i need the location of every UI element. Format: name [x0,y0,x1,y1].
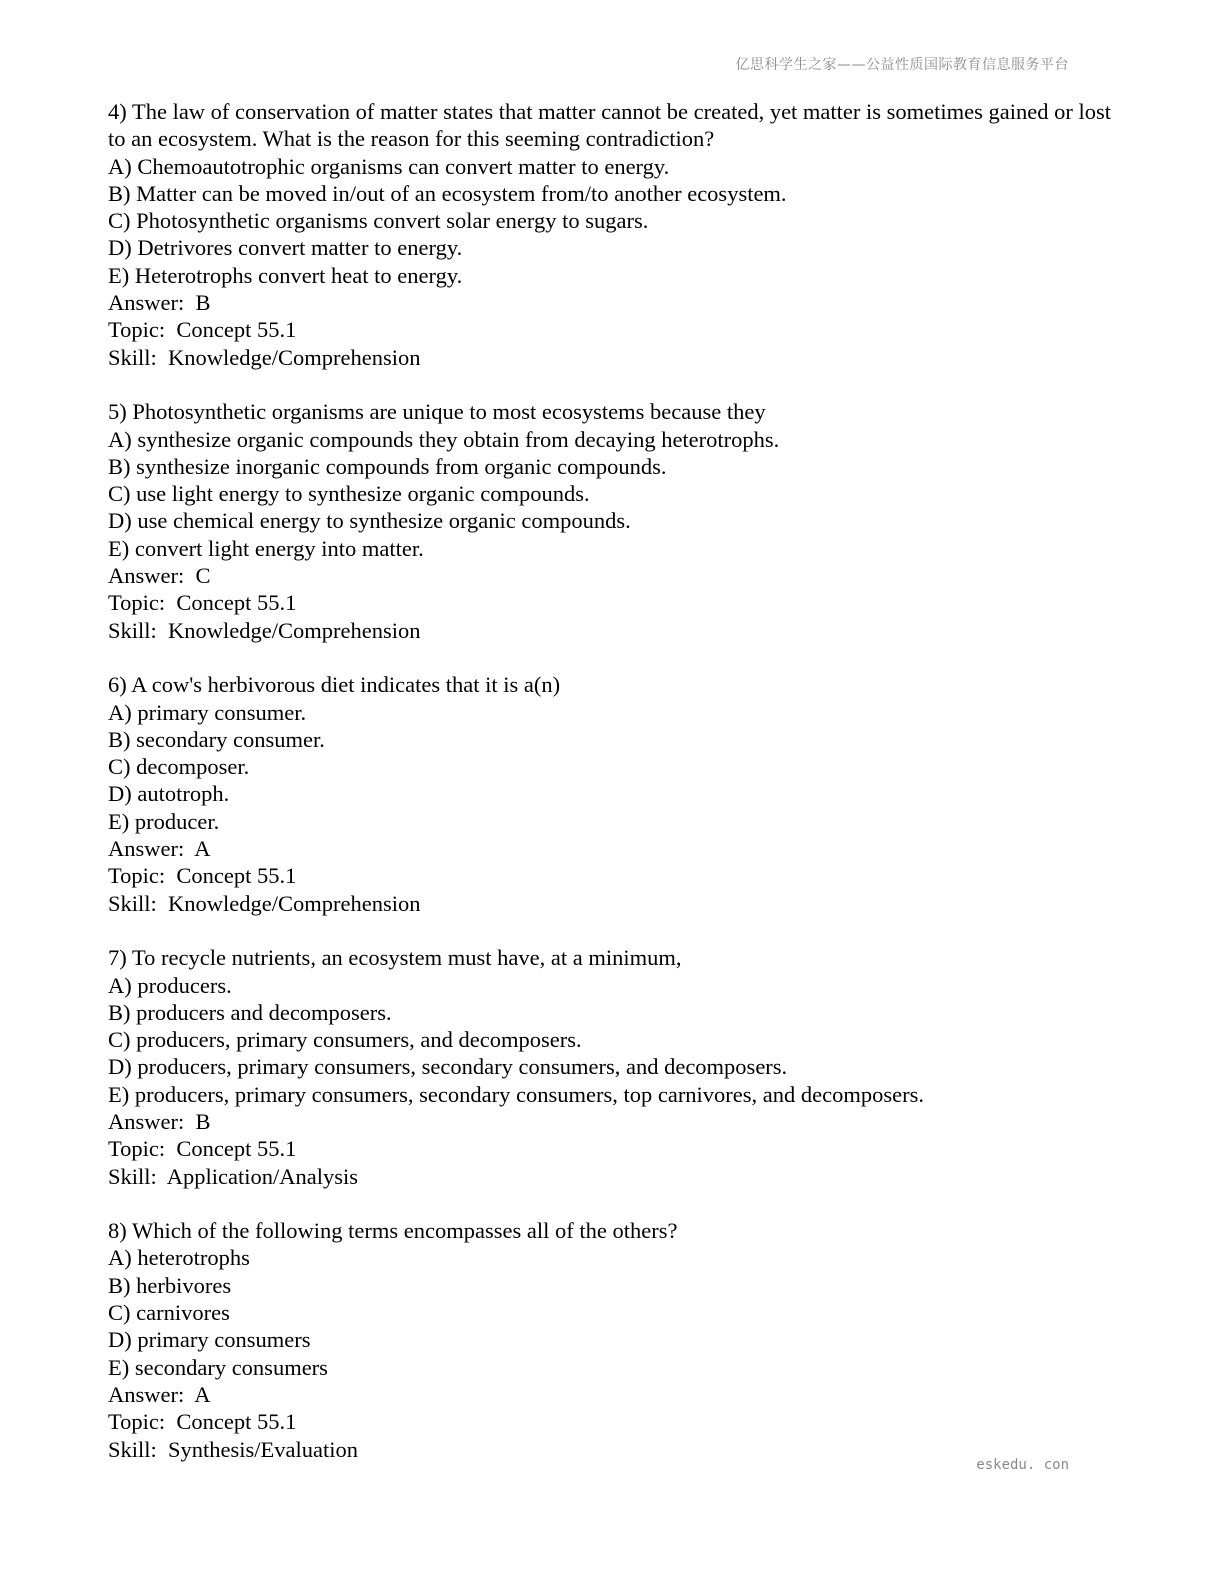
site-header-note: 亿思科学生之家——公益性质国际教育信息服务平台 [735,57,1069,73]
option-a: A) synthesize organic compounds they obtain from decaying heterotrophs. [108,426,780,452]
option-b: B) producers and decomposers. [108,999,392,1025]
option-e: E) Heterotrophs convert heat to energy. [108,262,463,288]
option-d: D) primary consumers [108,1327,311,1353]
option-c: C) use light energy to synthesize organic compounds. [108,481,590,507]
skill-line: Skill: Synthesis/Evaluation [108,1436,359,1462]
question-7 [108,944,1118,1190]
option-b: B) herbivores [108,1272,232,1298]
option-a: A) heterotrophs [108,1245,250,1271]
option-b: B) Matter can be moved in/out of an ecosystem from/to another ecosystem. [108,180,787,206]
topic-line: Topic: Concept 55.1 [108,590,297,616]
question-4 [108,98,1118,371]
question-stem: 5) Photosynthetic organisms are unique to most ecosystems because they [108,399,766,425]
topic-line: Topic: Concept 55.1 [108,863,297,889]
option-c: C) carnivores [108,1300,230,1326]
option-c: C) Photosynthetic organisms convert solar energy to sugars. [108,208,649,234]
option-e: E) producer. [108,808,220,834]
skill-line: Skill: Knowledge/Comprehension [108,890,421,916]
question-stem: 8) Which of the following terms encompasses all of the others? [108,1218,678,1244]
option-d: D) use chemical energy to synthesize organic compounds. [108,508,631,534]
option-a: A) primary consumer. [108,699,307,725]
question-list [108,98,1118,1490]
answer-line: Answer: A [108,836,211,862]
option-b: B) synthesize inorganic compounds from organic compounds. [108,453,667,479]
answer-line: Answer: B [108,290,211,316]
question-stem: 7) To recycle nutrients, an ecosystem must have, at a minimum, [108,945,682,971]
site-footer-domain: eskedu. con [976,1457,1069,1473]
question-stem: 4) The law of conservation of matter states that matter cannot be created, yet matter is sometimes gained or lost to an ecosystem. What is the reason for this seeming contradiction? [108,99,1117,152]
answer-line: Answer: B [108,1108,211,1134]
answer-line: Answer: C [108,563,211,589]
option-a: A) Chemoautotrophic organisms can convert matter to energy. [108,153,670,179]
skill-line: Skill: Knowledge/Comprehension [108,344,421,370]
topic-line: Topic: Concept 55.1 [108,317,297,343]
option-e: E) secondary consumers [108,1354,328,1380]
question-8 [108,1217,1118,1463]
answer-line: Answer: A [108,1381,211,1407]
option-d: D) producers, primary consumers, secondary consumers, and decomposers. [108,1054,788,1080]
option-d: D) Detrivores convert matter to energy. [108,235,463,261]
option-d: D) autotroph. [108,781,230,807]
question-6 [108,671,1118,917]
topic-line: Topic: Concept 55.1 [108,1136,297,1162]
option-a: A) producers. [108,972,232,998]
option-c: C) decomposer. [108,754,250,780]
option-e: E) convert light energy into matter. [108,535,424,561]
option-c: C) producers, primary consumers, and decomposers. [108,1027,582,1053]
skill-line: Skill: Knowledge/Comprehension [108,617,421,643]
topic-line: Topic: Concept 55.1 [108,1409,297,1435]
option-b: B) secondary consumer. [108,726,325,752]
question-stem: 6) A cow's herbivorous diet indicates that it is a(n) [108,672,561,698]
option-e: E) producers, primary consumers, secondary consumers, top carnivores, and decomposers. [108,1081,924,1107]
skill-line: Skill: Application/Analysis [108,1163,359,1189]
question-5 [108,398,1118,644]
